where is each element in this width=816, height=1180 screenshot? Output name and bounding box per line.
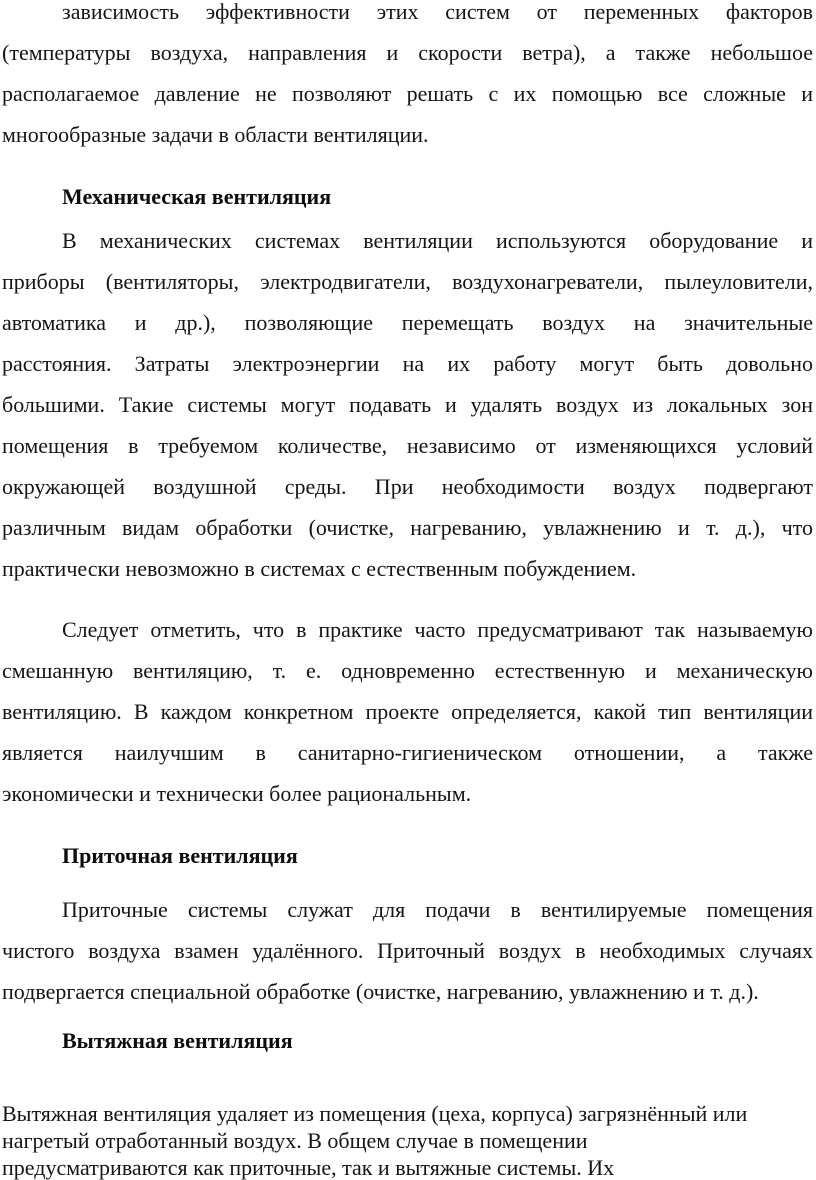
- text-line: различным видам обработки (очистке, нагреванию, увлажнению и т. д.), что: [2, 515, 813, 540]
- paragraph-natural-ventilation-limits: [2, 0, 813, 155]
- text-line: приборы (вентиляторы, электродвигатели, воздухонагреватели, пылеуловители,: [2, 269, 813, 294]
- heading-exhaust-ventilation: Вытяжная вентиляция: [62, 1028, 293, 1053]
- text-line: зависимость эффективности этих систем от переменных факторов: [62, 0, 813, 24]
- text-line: располагаемое давление не позволяют решать с их помощью все сложные и: [2, 81, 813, 106]
- text-line: является наилучшим в санитарно-гигиеническом отношении, а также: [2, 740, 813, 765]
- text-line: большими. Такие системы могут подавать и удалять воздух из локальных зон: [2, 392, 813, 417]
- paragraph-exhaust-ventilation: [2, 1100, 813, 1180]
- text-line: смешанную вентиляцию, т. е. одновременно естественную и механическую: [2, 658, 813, 683]
- text-line: окружающей воздушной среды. При необходимости воздух подвергают: [2, 474, 813, 499]
- text-line: нагретый отработанный воздух. В общем случае в помещении: [2, 1128, 588, 1153]
- text-line: экономически и технически более рациональным.: [2, 781, 472, 806]
- heading-mechanical-ventilation: Механическая вентиляция: [62, 184, 332, 209]
- text-line: расстояния. Затраты электроэнергии на их работу могут быть довольно: [2, 351, 813, 376]
- paragraph-mechanical-ventilation: [2, 220, 813, 589]
- paragraph-mixed-ventilation: [2, 609, 813, 814]
- text-line: (температуры воздуха, направления и скорости ветра), а также небольшое: [2, 40, 813, 65]
- text-line: подвергается специальной обработке (очистке, нагреванию, увлажнению и т. д.).: [2, 979, 759, 1004]
- text-line: чистого воздуха взамен удалённого. Приточный воздух в необходимых случаях: [2, 938, 813, 963]
- text-line: В механических системах вентиляции используются оборудование и: [62, 228, 813, 253]
- text-line: автоматика и др.), позволяющие перемещать воздух на значительные: [2, 310, 813, 335]
- text-line: вентиляцию. В каждом конкретном проекте определяется, какой тип вентиляции: [2, 699, 813, 724]
- text-line: практически невозможно в системах с естественным побуждением.: [2, 556, 637, 581]
- text-line: многообразные задачи в области вентиляции.: [2, 122, 429, 147]
- heading-supply-ventilation: Приточная вентиляция: [62, 843, 298, 868]
- text-line: предусматриваются как приточные, так и вытяжные системы. Их: [2, 1155, 615, 1180]
- paragraph-supply-ventilation: [2, 889, 813, 1012]
- text-line: Приточные системы служат для подачи в вентилируемые помещения: [62, 897, 813, 922]
- text-line: Следует отметить, что в практике часто предусматривают так называемую: [62, 617, 813, 642]
- text-line: Вытяжная вентиляция удаляет из помещения (цеха, корпуса) загрязнённый или: [2, 1101, 748, 1126]
- text-line: помещения в требуемом количестве, независимо от изменяющихся условий: [2, 433, 813, 458]
